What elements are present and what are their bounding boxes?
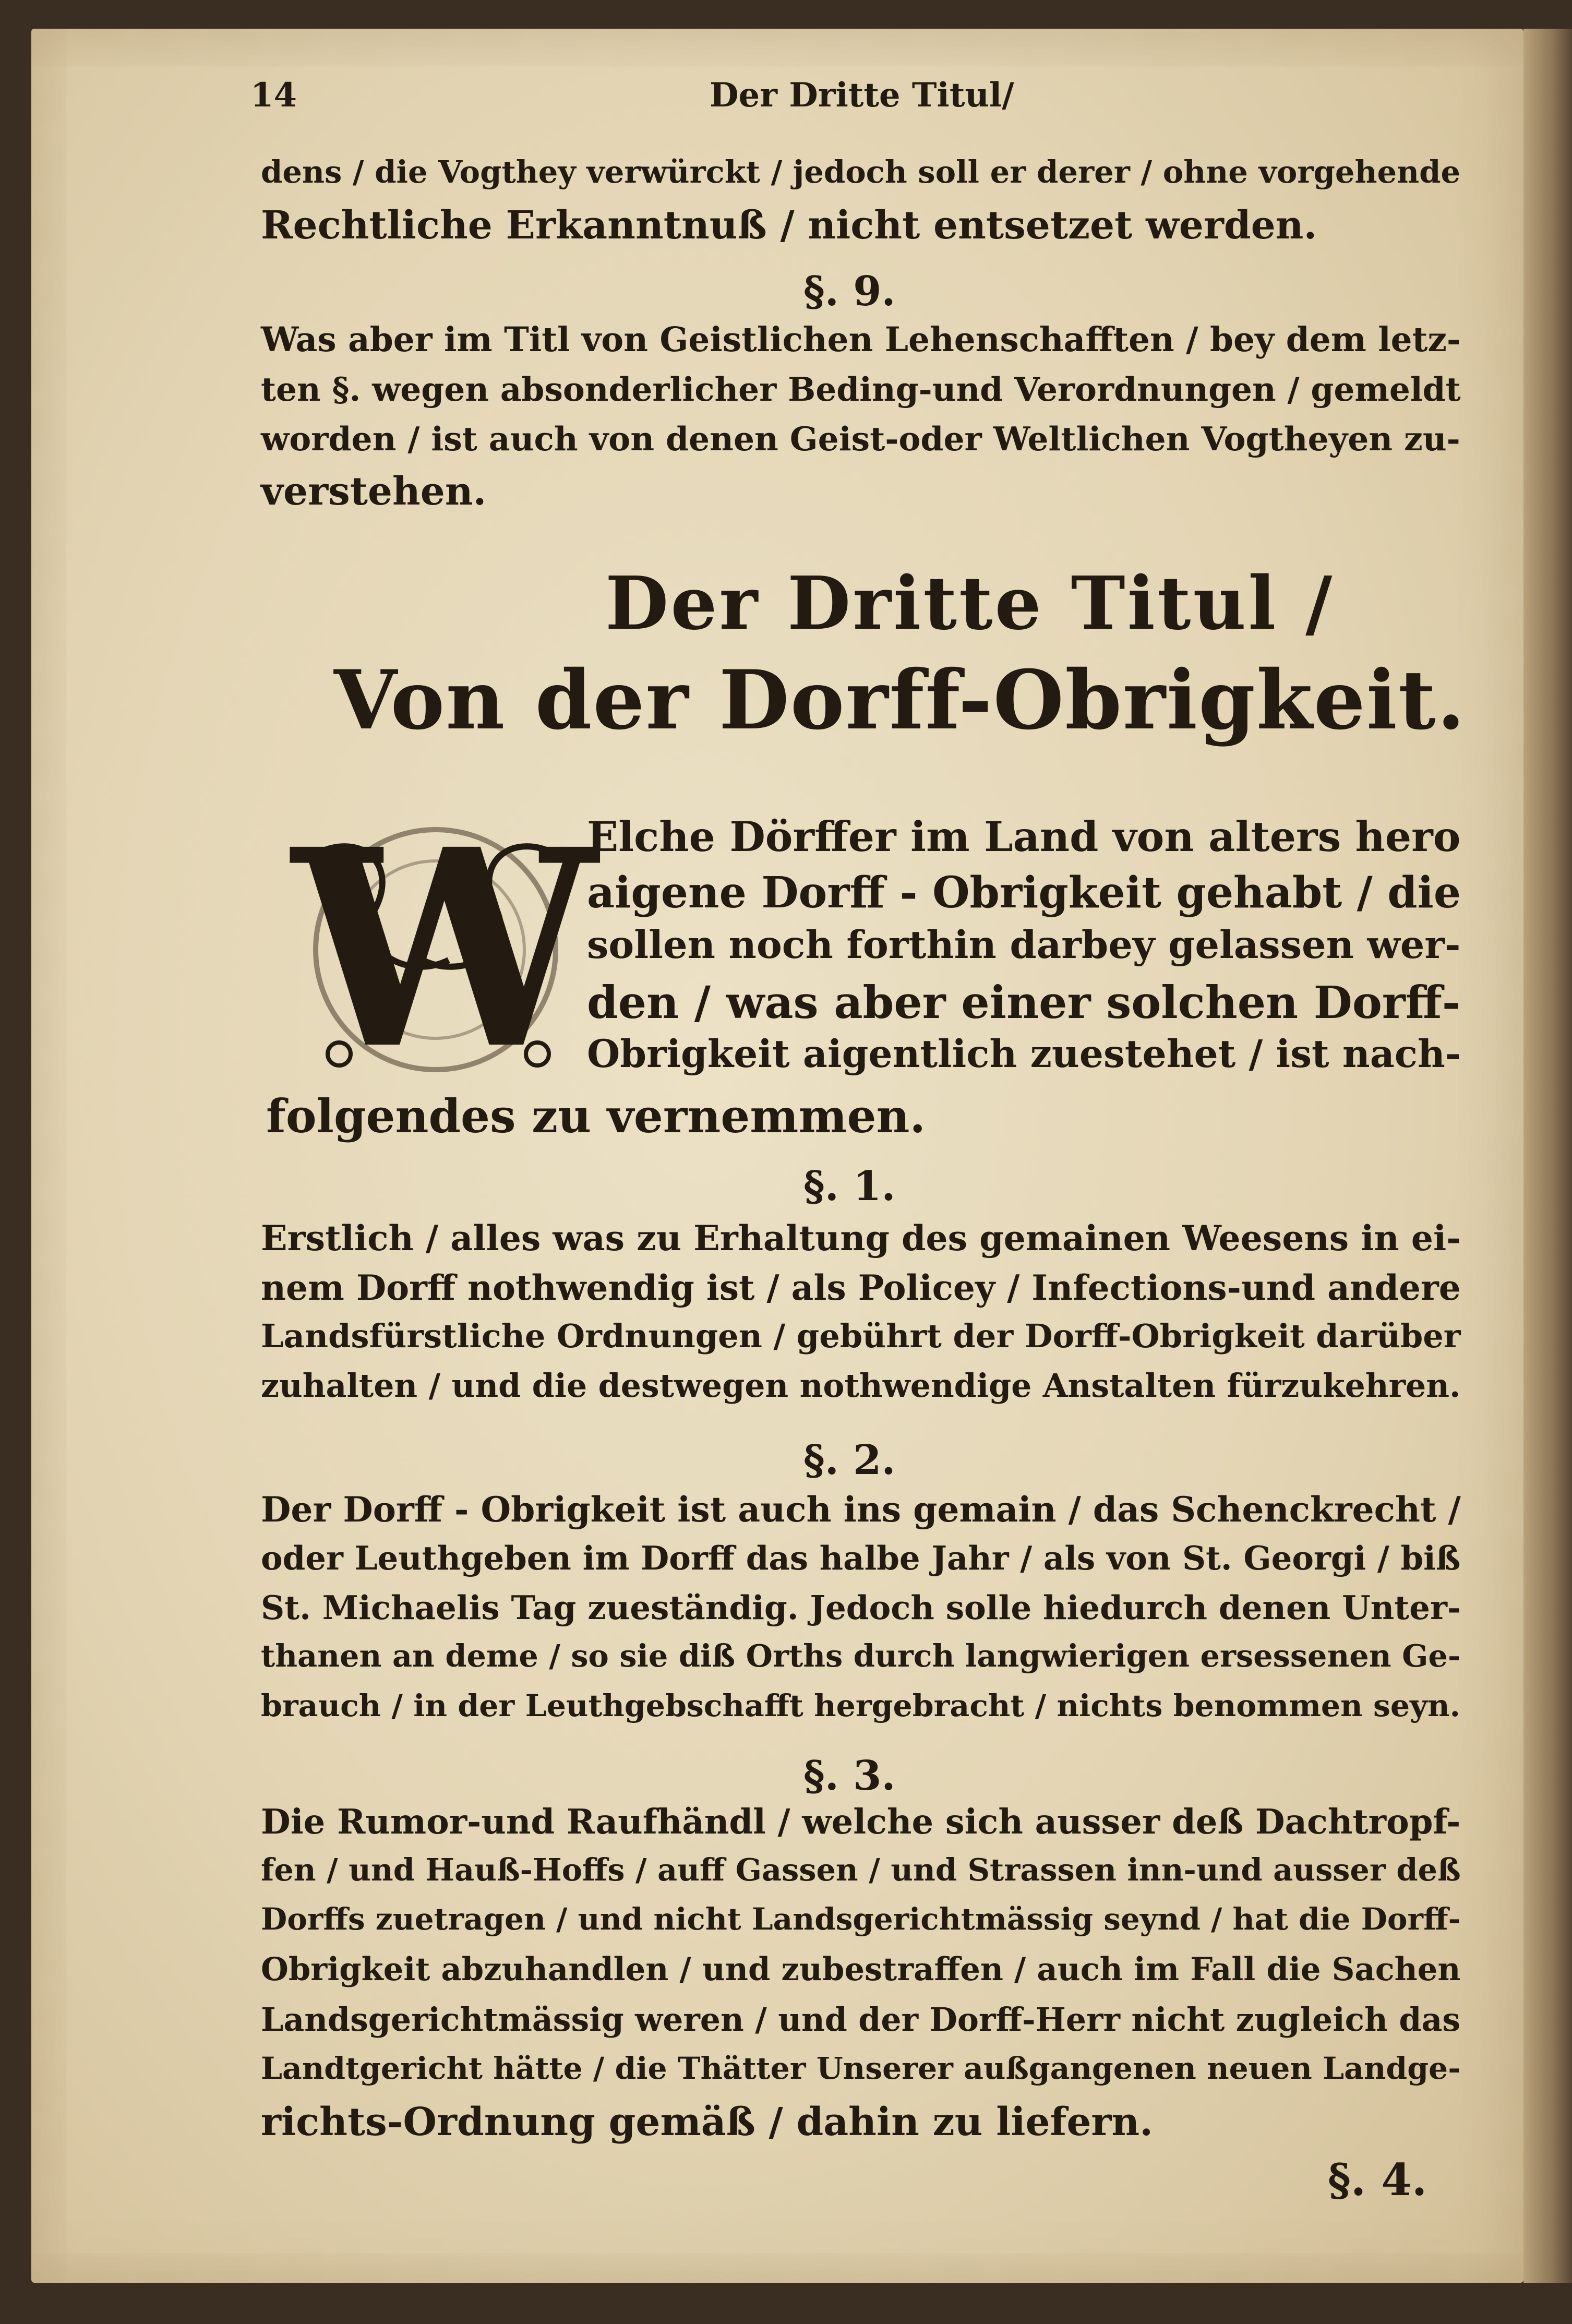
text-line: thanen an deme / so sie diß Orths durch langwierigen ersessenen Ge-	[261, 1638, 1461, 1674]
text-line: oder Leuthgeben im Dorff das halbe Jahr / als von St. Georgi / biß	[261, 1539, 1461, 1577]
text-line: folgendes zu vernemmen.	[266, 1089, 926, 1143]
text-line: Was aber im Titl von Geistlichen Lehenschafften / bey dem letz-	[261, 320, 1461, 360]
next-section-mark: §. 4.	[1328, 2154, 1427, 2206]
section-mark-9: §. 9.	[803, 268, 896, 315]
text-line: Der Dorff - Obrigkeit ist auch ins gemain / das Schenckrecht /	[261, 1489, 1461, 1530]
text-line: verstehen.	[261, 469, 487, 514]
text-line: zuhalten / und die destwegen nothwendige Anstalten fürzukehren.	[261, 1367, 1461, 1405]
text-line: den / was aber einer solchen Dorff-	[587, 977, 1461, 1029]
text-line: St. Michaelis Tag zueständig. Jedoch solle hiedurch denen Unter-	[261, 1588, 1461, 1627]
text-line: dens / die Vogthey verwürckt / jedoch soll er derer / ohne vorgehende	[261, 153, 1461, 190]
text-line: Elche Dörffer im Land von alters hero	[587, 812, 1461, 861]
text-line: Landsfürstliche Ordnungen / gebührt der Dorff-Obrigkeit darüber	[261, 1317, 1461, 1355]
running-head: Der Dritte Titul/	[710, 76, 1014, 115]
text-line: aigene Dorff - Obrigkeit gehabt / die	[587, 868, 1461, 918]
text-line: Obrigkeit aigentlich zuestehet / ist nach-	[587, 1032, 1461, 1076]
text-line: Die Rumor-und Raufhändl / welche sich ausser deß Dachtropf-	[261, 1802, 1461, 1842]
text-line: nem Dorff nothwendig ist / als Policey / Infections-und andere	[261, 1267, 1461, 1308]
page-number: 14	[250, 76, 297, 115]
section-mark-3: §. 3.	[803, 1752, 896, 1800]
text-line: fen / und Hauß-Hoffs / auff Gassen / und Strassen inn-und ausser deß	[261, 1852, 1461, 1888]
text-line: worden / ist auch von denen Geist-oder Weltlichen Vogtheyen zu-	[261, 420, 1460, 458]
decorated-initial	[292, 790, 597, 1109]
section-mark-1: §. 1.	[803, 1163, 896, 1210]
text-line: Rechtliche Erkanntnuß / nicht entsetzet werden.	[261, 203, 1317, 248]
initial-letter: W	[292, 790, 597, 1109]
text-line: Erstlich / alles was zu Erhaltung des gemainen Weesens in ei-	[261, 1218, 1461, 1259]
text-line: ten §. wegen absonderlicher Beding-und Verordnungen / gemeldt	[261, 370, 1461, 409]
chapter-subtitle: Von der Dorff-Obrigkeit.	[334, 652, 1467, 748]
text-line: sollen noch forthin darbey gelassen wer-	[587, 923, 1461, 967]
text-line: richts-Ordnung gemäß / dahin zu liefern.	[261, 2100, 1153, 2145]
text-line: Landsgerichtmässig weren / und der Dorff-Herr nicht zugleich das	[261, 2000, 1461, 2039]
text-line: Landtgericht hätte / die Thätter Unserer außgangenen neuen Landge-	[261, 2050, 1461, 2086]
document-page	[31, 29, 1523, 2283]
chapter-title: Der Dritte Titul /	[605, 561, 1335, 646]
page-edge	[1523, 29, 1572, 2283]
text-line: Dorffs zuetragen / und nicht Landsgerichtmässig seynd / hat die Dorff-	[261, 1901, 1461, 1937]
section-mark-2: §. 2.	[803, 1436, 896, 1484]
page-header	[250, 76, 1492, 133]
text-line: Obrigkeit abzuhandlen / und zubestraffen / auch im Fall die Sachen	[261, 1951, 1461, 1988]
text-line: brauch / in der Leuthgebschafft hergebracht / nichts benommen seyn.	[261, 1687, 1460, 1723]
